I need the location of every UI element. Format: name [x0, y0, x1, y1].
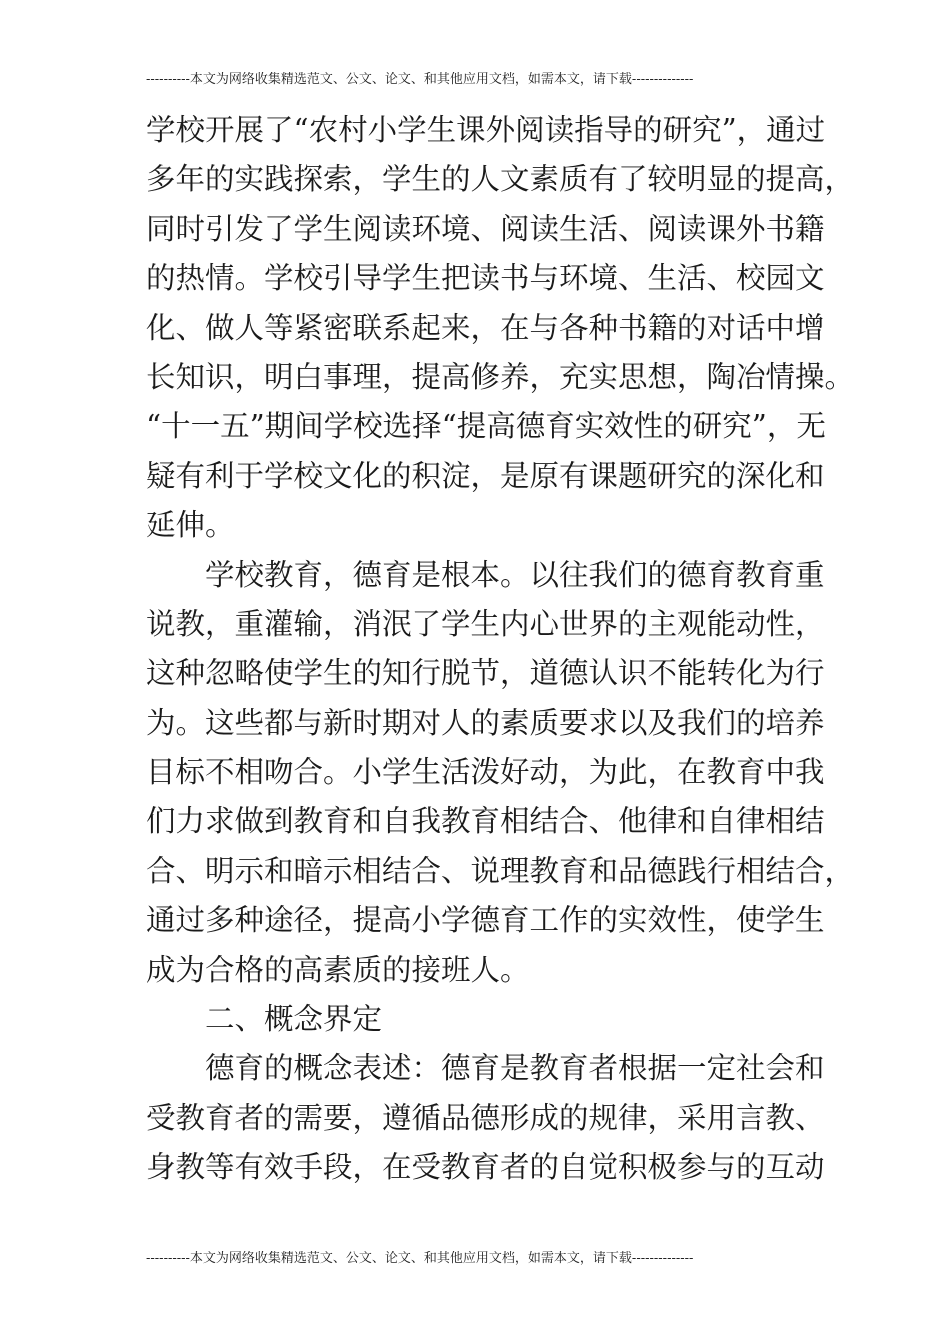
- document-body: [146, 106, 855, 1193]
- text-line: 化、做人等紧密联系起来，在与各种书籍的对话中增: [146, 310, 825, 345]
- section-heading: 二、概念界定: [205, 1002, 383, 1037]
- text-line: 为。这些都与新时期对人的素质要求以及我们的培养: [146, 705, 825, 740]
- text-line: 学校开展了“农村小学生课外阅读指导的研究”，通过: [146, 113, 826, 147]
- text-line: 同时引发了学生阅读环境、阅读生活、阅读课外书籍: [146, 211, 825, 246]
- text-line: 说教，重灌输，消泯了学生内心世界的主观能动性，: [146, 606, 825, 641]
- paragraph-start-line: 德育的概念表述：德育是教育者根据一定社会和: [205, 1051, 825, 1086]
- text-line: 长知识，明白事理，提高修养，充实思想，陶冶情操。: [146, 359, 855, 394]
- text-line: 受教育者的需要，遵循品德形成的规律，采用言教、: [146, 1100, 825, 1135]
- text-line: 的热情。学校引导学生把读书与环境、生活、校园文: [146, 261, 825, 296]
- page-footer-notice: ----------本文为网络收集精选范文、公文、论文、和其他应用文档，如需本文，请下载--------------: [146, 1251, 694, 1266]
- page-header-notice: ----------本文为网络收集精选范文、公文、论文、和其他应用文档，如需本文，请下载--------------: [146, 72, 694, 87]
- text-line: 们力求做到教育和自我教育相结合、他律和自律相结: [146, 804, 825, 839]
- text-line: 成为合格的高素质的接班人。: [146, 952, 530, 987]
- text-line: 多年的实践探索，学生的人文素质有了较明显的提高，: [146, 162, 855, 197]
- text-line: “十一五”期间学校选择“提高德育实效性的研究”，无: [146, 409, 826, 444]
- text-line: 疑有利于学校文化的积淀，是原有课题研究的深化和: [146, 458, 825, 493]
- text-line: 通过多种途径，提高小学德育工作的实效性，使学生: [146, 903, 825, 938]
- paragraph-start-line: 学校教育，德育是根本。以往我们的德育教育重: [205, 557, 825, 592]
- text-line: 合、明示和暗示相结合、说理教育和品德践行相结合，: [146, 853, 855, 888]
- text-line: 这种忽略使学生的知行脱节，道德认识不能转化为行: [146, 656, 825, 691]
- text-line: 目标不相吻合。小学生活泼好动，为此，在教育中我: [146, 755, 825, 790]
- text-line: 延伸。: [146, 508, 235, 543]
- text-line: 身教等有效手段，在受教育者的自觉积极参与的互动: [146, 1150, 825, 1185]
